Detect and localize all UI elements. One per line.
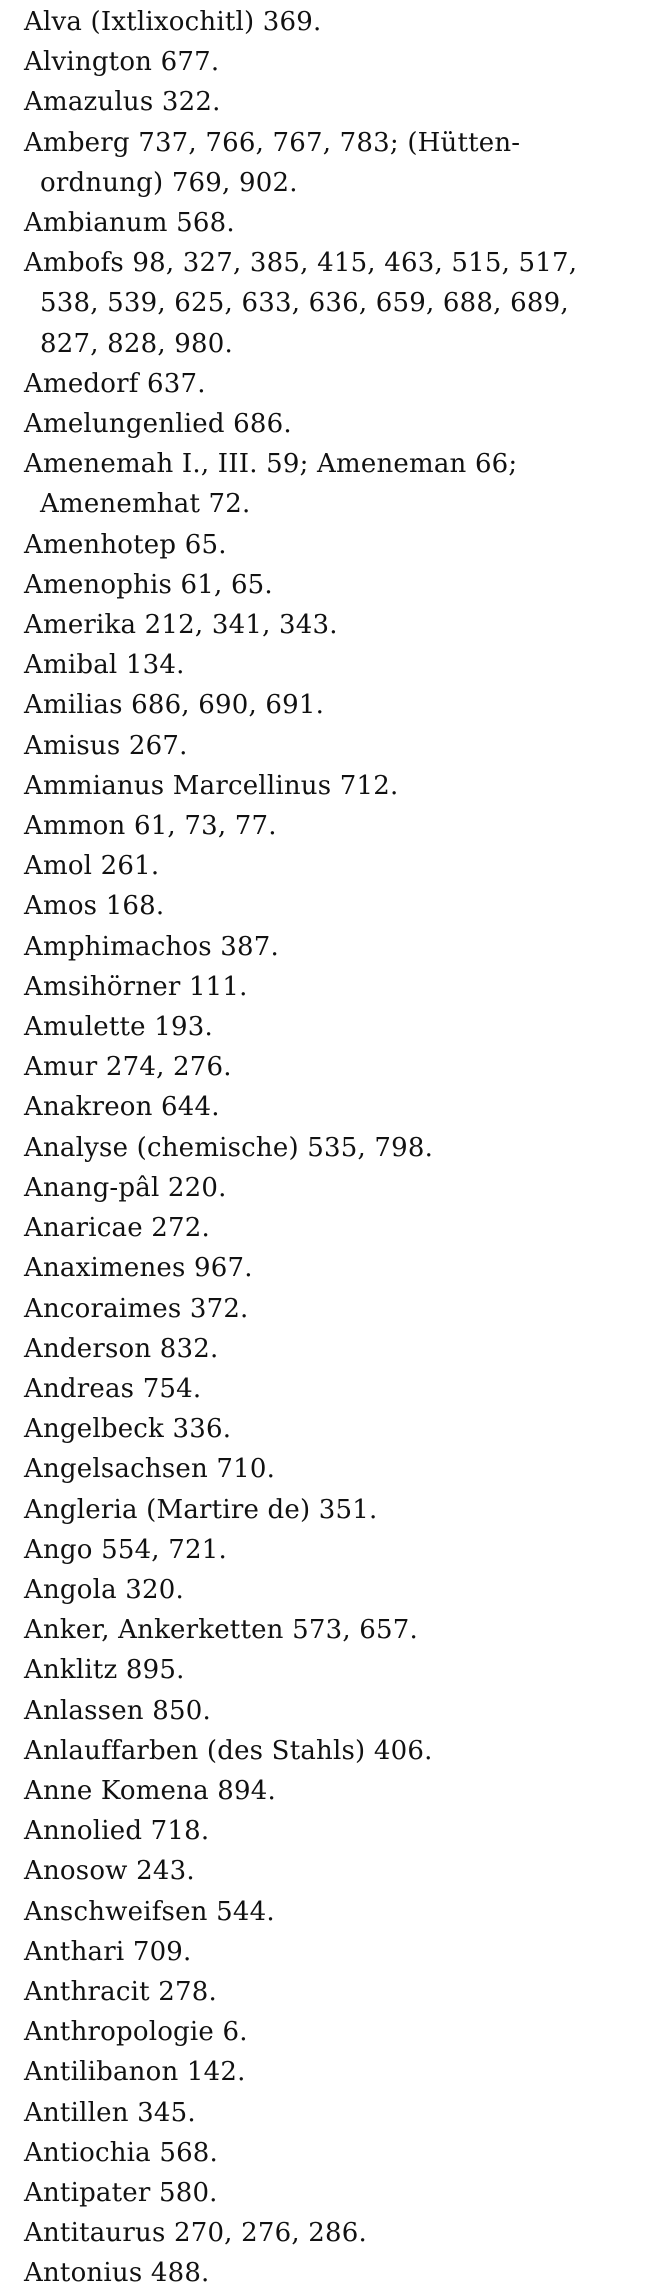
- index-entry: Antillen 345.: [24, 2097, 196, 2128]
- index-entry: Annolied 718.: [24, 1816, 210, 1847]
- index-entry: Alvington 677.: [24, 47, 220, 78]
- index-entry: Amulette 193.: [24, 1012, 213, 1043]
- index-entry: Amenhotep 65.: [24, 529, 227, 560]
- index-entry: Amibal 134.: [24, 650, 185, 681]
- index-entry: Ambianum 568.: [24, 208, 235, 239]
- index-entry: Anlauffarben (des Stahls) 406.: [24, 1735, 433, 1766]
- index-entry: Anker, Ankerketten 573, 657.: [24, 1615, 418, 1646]
- index-entry: Amur 274, 276.: [24, 1052, 232, 1083]
- index-entry: Ammianus Marcellinus 712.: [24, 770, 399, 801]
- index-entry: Amelungenlied 686.: [24, 409, 292, 440]
- index-entry-continuation: 538, 539, 625, 633, 636, 659, 688, 689,: [40, 288, 569, 319]
- index-entry: Amazulus 322.: [24, 87, 221, 118]
- index-entry: Antiochia 568.: [24, 2137, 219, 2168]
- index-entry: Alva (Ixtlixochitl) 369.: [24, 7, 322, 37]
- index-entry: Amenemah I., III. 59; Ameneman 66;: [24, 449, 518, 480]
- index-entry: Antipater 580.: [24, 2177, 218, 2208]
- index-entry: Amol 261.: [24, 851, 160, 882]
- index-entry: Anlassen 850.: [24, 1695, 211, 1726]
- index-entry: Ammon 61, 73, 77.: [24, 811, 277, 842]
- index-entry: Amerika 212, 341, 343.: [24, 610, 338, 641]
- index-entry: Angola 320.: [24, 1574, 184, 1605]
- index-entry-continuation: Amenemhat 72.: [40, 489, 251, 520]
- index-entry: Amisus 267.: [24, 730, 188, 761]
- index-entry: Anthari 709.: [24, 1936, 192, 1967]
- index-entry: Ango 554, 721.: [24, 1534, 227, 1565]
- index-entry: Anaximenes 967.: [24, 1253, 253, 1284]
- index-entry: Analyse (chemische) 535, 798.: [24, 1132, 434, 1163]
- index-entry: Antonius 488.: [24, 2258, 210, 2289]
- index-entry: Anne Komena 894.: [24, 1775, 276, 1806]
- index-entry: Antilibanon 142.: [24, 2057, 246, 2088]
- index-entry: Anosow 243.: [24, 1856, 195, 1887]
- index-entry: Amsihörner 111.: [24, 971, 248, 1002]
- index-entry: Anderson 832.: [24, 1333, 219, 1364]
- index-entry: Amphimachos 387.: [24, 931, 279, 962]
- index-entry: Angelbeck 336.: [24, 1414, 232, 1445]
- index-entry: Amos 168.: [24, 891, 165, 922]
- index-entry: Anthropologie 6.: [24, 2017, 248, 2048]
- index-entry: Amenophis 61, 65.: [24, 569, 273, 600]
- index-entry: Angelsachsen 710.: [24, 1454, 276, 1485]
- index-entry-continuation: ordnung) 769, 902.: [40, 167, 298, 198]
- index-entry: Andreas 754.: [24, 1373, 202, 1404]
- index-entry: Anakreon 644.: [24, 1092, 220, 1123]
- index-entry: Antitaurus 270, 276, 286.: [24, 2218, 367, 2249]
- index-entry: Anaricae 272.: [24, 1213, 210, 1244]
- index-entry-continuation: 827, 828, 980.: [40, 328, 234, 359]
- index-entry: Anang-pâl 220.: [24, 1172, 227, 1203]
- index-entry: Angleria (Martire de) 351.: [24, 1494, 378, 1525]
- index-entry: Amedorf 637.: [24, 368, 206, 399]
- index-entry: Anthracit 278.: [24, 1976, 217, 2007]
- index-entry: Amilias 686, 690, 691.: [24, 690, 325, 721]
- index-entry: Amberg 737, 766, 767, 783; (Hütten-: [24, 127, 521, 158]
- index-entry: Ambofs 98, 327, 385, 415, 463, 515, 517,: [24, 248, 578, 279]
- index-entry: Ancoraimes 372.: [24, 1293, 249, 1324]
- index-entry: Anschweifsen 544.: [24, 1896, 275, 1927]
- index-entry: Anklitz 895.: [24, 1655, 185, 1686]
